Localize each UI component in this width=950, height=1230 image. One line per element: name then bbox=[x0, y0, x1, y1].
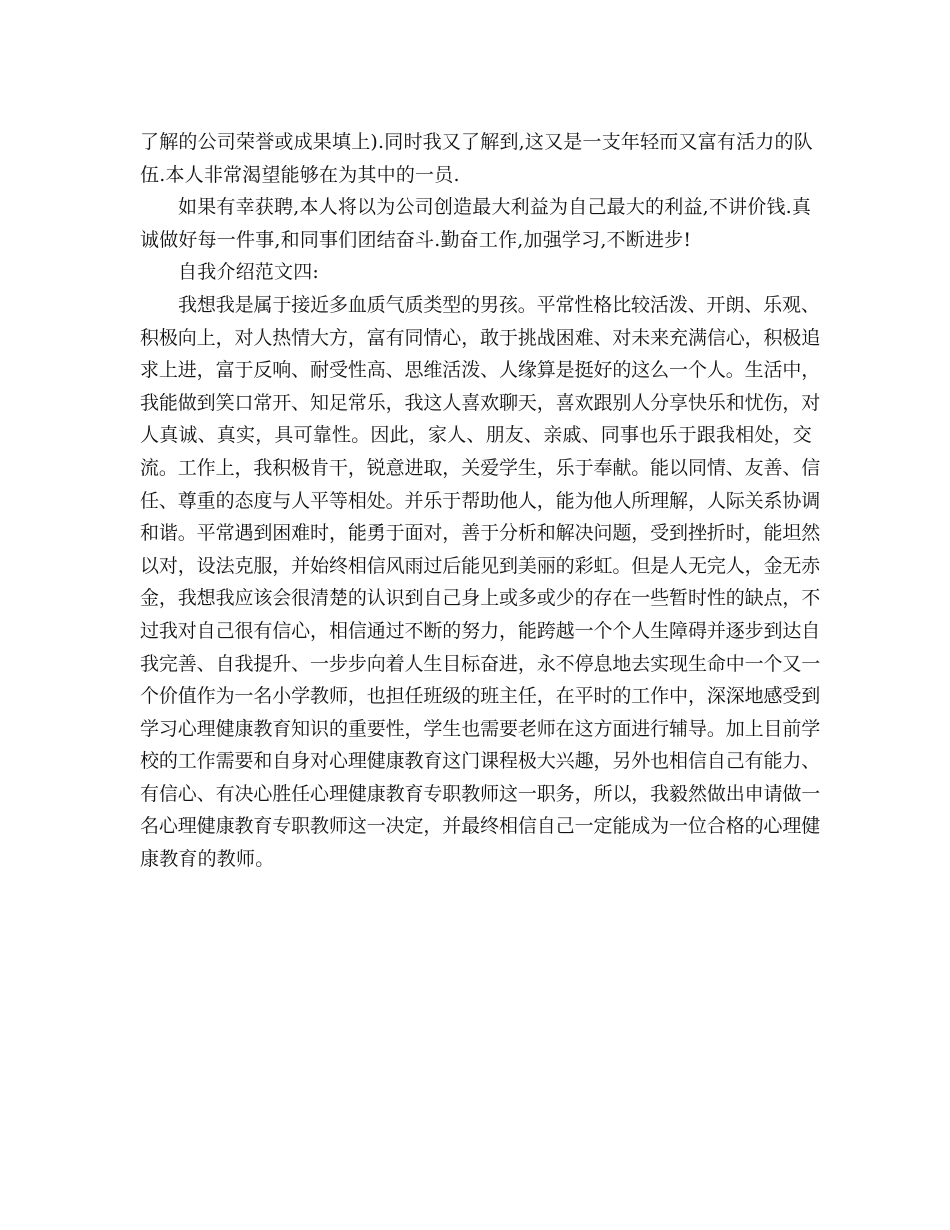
text-line: 学习心理健康教育知识的重要性，学生也需要老师在这方面进行辅导。加上目前学 bbox=[140, 717, 821, 740]
text-line: 金，我想我应该会很清楚的认识到自己身上或多或少的存在一些暂时性的缺点，不 bbox=[140, 587, 821, 610]
text-line: 校的工作需要和自身对心理健康教育这门课程极大兴趣，另外也相信自己有能力、 bbox=[140, 750, 821, 773]
text-line: 如果有幸获聘,本人将以为公司创造最大利益为自己最大的利益,不讲价钱.真 bbox=[178, 196, 812, 219]
text-line: 伍.本人非常渴望能够在为其中的一员. bbox=[140, 163, 460, 186]
text-line: 我完善、自我提升、一步步向着人生目标奋进，永不停息地去实现生命中一个又一 bbox=[140, 652, 821, 675]
text-line: 名心理健康教育专职教师这一决定，并最终相信自己一定能成为一位合格的心理健 bbox=[140, 815, 821, 838]
text-line: 流。工作上，我积极肯干，锐意进取，关爱学生，乐于奉献。能以同情、友善、信 bbox=[140, 456, 821, 479]
document-body bbox=[140, 126, 820, 876]
text-line: 求上进，富于反响、耐受性高、思维活泼、人缘算是挺好的这么一个人。生活中， bbox=[140, 359, 821, 382]
text-line: 和谐。平常遇到困难时，能勇于面对，善于分析和解决问题，受到挫折时，能坦然 bbox=[140, 522, 821, 545]
text-line: 以对，设法克服，并始终相信风雨过后能见到美丽的彩虹。但是人无完人，金无赤 bbox=[140, 554, 821, 577]
text-line: 诚做好每一件事,和同事们团结奋斗.勤奋工作,加强学习,不断进步! bbox=[140, 228, 692, 251]
text-line: 任、尊重的态度与人平等相处。并乐于帮助他人，能为他人所理解，人际关系协调 bbox=[140, 489, 821, 512]
text-line: 了解的公司荣誉或成果填上).同时我又了解到,这又是一支年轻而又富有活力的队 bbox=[140, 131, 813, 153]
text-line: 自我介绍范文四: bbox=[178, 261, 320, 284]
text-line: 人真诚、真实，具可靠性。因此，家人、朋友、亲戚、同事也乐于跟我相处，交 bbox=[140, 424, 813, 447]
text-line: 我能做到笑口常开、知足常乐，我这人喜欢聊天，喜欢跟别人分享快乐和忧伤，对 bbox=[140, 391, 821, 414]
text-line: 康教育的教师。 bbox=[140, 848, 275, 871]
text-line: 个价值作为一名小学教师，也担任班级的班主任，在平时的工作中，深深地感受到 bbox=[140, 685, 821, 708]
text-line: 过我对自己很有信心，相信通过不断的努力，能跨越一个个人生障碍并逐步到达自 bbox=[140, 619, 821, 642]
text-line: 积极向上，对人热情大方，富有同情心，敢于挑战困难、对未来充满信心，积极追 bbox=[140, 326, 821, 349]
text-line: 有信心、有决心胜任心理健康教育专职教师这一职务，所以，我毅然做出申请做一 bbox=[140, 782, 821, 805]
text-line: 我想我是属于接近多血质气质类型的男孩。平常性格比较活泼、开朗、乐观、 bbox=[178, 293, 820, 316]
